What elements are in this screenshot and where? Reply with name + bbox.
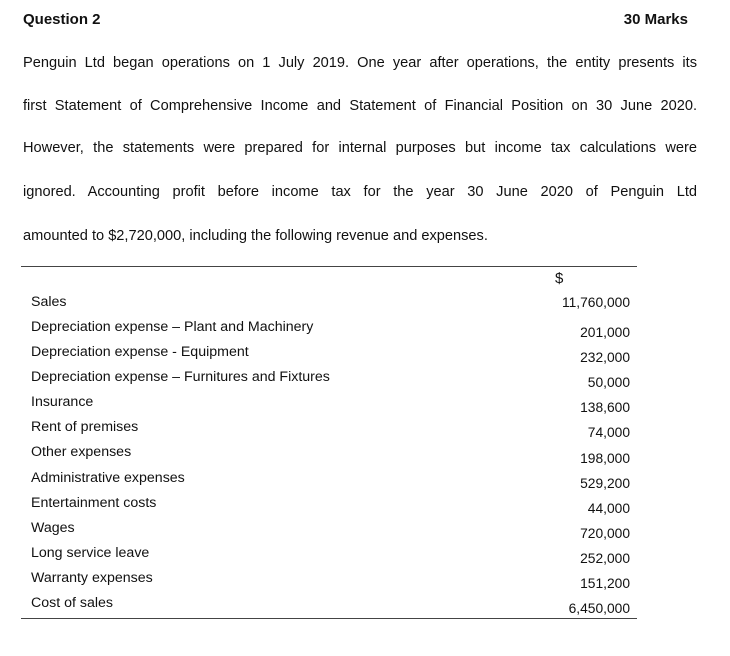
paragraph-line-5: amounted to $2,720,000, including the following revenue and expenses. bbox=[23, 228, 488, 244]
currency-header: $ bbox=[555, 270, 564, 287]
row-value: 232,000 bbox=[580, 350, 630, 365]
row-value: 50,000 bbox=[587, 375, 630, 390]
table-bottom-rule bbox=[21, 618, 637, 619]
row-value: 720,000 bbox=[580, 526, 630, 541]
row-value: 11,760,000 bbox=[561, 295, 630, 310]
row-label: Depreciation expense – Plant and Machinery bbox=[31, 319, 314, 335]
row-label: Depreciation expense – Furnitures and Fixtures bbox=[31, 369, 330, 385]
row-label: Sales bbox=[31, 294, 67, 310]
row-value: 198,000 bbox=[580, 451, 630, 466]
paragraph-line-4: ignored. Accounting profit before income tax for the year 30 June 2020 of Penguin Ltd bbox=[23, 184, 697, 200]
row-value: 74,000 bbox=[587, 425, 630, 440]
row-label: Wages bbox=[31, 520, 75, 536]
row-value: 6,450,000 bbox=[568, 601, 630, 616]
row-value: 138,600 bbox=[580, 400, 630, 415]
row-value: 151,200 bbox=[580, 576, 630, 591]
paragraph-line-2: first Statement of Comprehensive Income and Statement of Financial Position on 30 June 2020. bbox=[23, 98, 697, 114]
row-label: Warranty expenses bbox=[31, 570, 153, 586]
paragraph-line-3: However, the statements were prepared for internal purposes but income tax calculations were bbox=[23, 140, 697, 156]
paragraph-line-1: Penguin Ltd began operations on 1 July 2019. One year after operations, the entity presents its bbox=[23, 55, 697, 71]
question-title: Question 2 bbox=[23, 11, 101, 28]
row-value: 529,200 bbox=[580, 476, 630, 491]
row-label: Other expenses bbox=[31, 444, 132, 460]
row-value: 44,000 bbox=[587, 501, 630, 516]
row-label: Insurance bbox=[31, 394, 94, 410]
row-label: Cost of sales bbox=[31, 595, 114, 611]
row-label: Entertainment costs bbox=[31, 495, 157, 511]
row-label: Depreciation expense - Equipment bbox=[31, 344, 249, 360]
marks-label: 30 Marks bbox=[623, 11, 688, 28]
row-value: 252,000 bbox=[580, 551, 630, 566]
table-top-rule bbox=[21, 266, 637, 267]
row-label: Long service leave bbox=[31, 545, 150, 561]
row-label: Rent of premises bbox=[31, 419, 139, 435]
row-value: 201,000 bbox=[580, 325, 630, 340]
row-label: Administrative expenses bbox=[31, 470, 185, 486]
